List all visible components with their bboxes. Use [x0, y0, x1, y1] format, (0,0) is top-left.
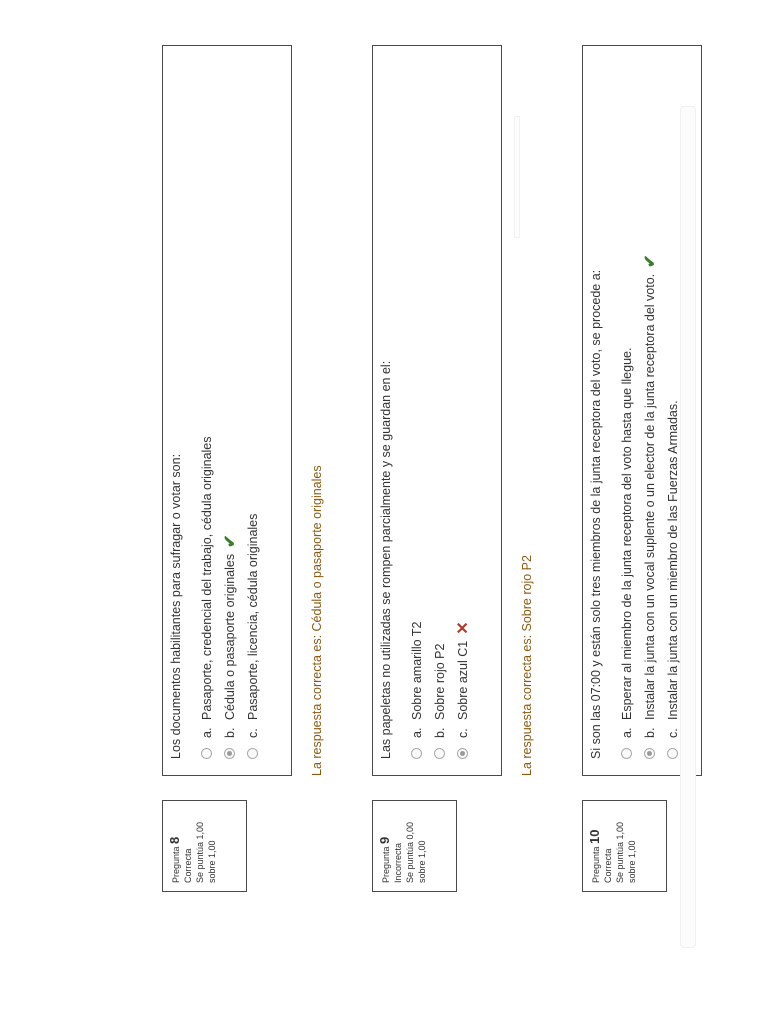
option-letter: b.	[642, 727, 657, 738]
cross-icon: ✕	[454, 621, 472, 635]
question-label: Pregunta	[171, 846, 181, 883]
correct-answer-feedback: La respuesta correcta es: Cédula o pasaporte originales	[310, 465, 324, 776]
option-text: Sobre azul C1	[455, 640, 470, 720]
option-letter: a.	[409, 727, 424, 738]
radio-button[interactable]	[434, 748, 445, 759]
question-8	[162, 0, 402, 1024]
option-text: Pasaporte, licencia, cédula originales	[245, 513, 260, 720]
question-grade-max: sobre 1,00	[417, 840, 427, 883]
question-grade: Se puntúa 0,00	[405, 821, 415, 883]
question-number: 10	[587, 829, 602, 844]
faded-overlay-tab	[514, 116, 520, 238]
option-text: Instalar la junta con un vocal suplente o un elector de la junta receptora del voto.	[642, 273, 657, 720]
question-info	[372, 800, 457, 892]
radio-button-selected[interactable]	[644, 748, 655, 759]
question-grade-max: sobre 1,00	[627, 840, 637, 883]
question-10	[582, 0, 768, 1024]
check-icon: ✔	[641, 254, 659, 268]
option-letter: b.	[432, 727, 447, 738]
question-text: Si son las 07:00 y están solo tres miembros de la junta receptora del voto, se procede a:	[589, 269, 603, 759]
option-letter: c.	[455, 728, 470, 738]
question-content	[162, 45, 292, 776]
answer-option[interactable]	[241, 436, 264, 759]
question-grade: Se puntúa 1,00	[615, 821, 625, 883]
option-letter: a.	[619, 727, 634, 738]
option-letter: c.	[245, 728, 260, 738]
answer-option[interactable]	[195, 436, 218, 759]
option-text: Esperar al miembro de la junta receptora del voto hasta que llegue.	[619, 347, 634, 720]
option-letter: b.	[222, 727, 237, 738]
question-text: Los documentos habilitantes para sufragar o votar son:	[169, 453, 183, 759]
question-info	[162, 800, 247, 892]
question-state: Incorrecta	[393, 842, 403, 883]
question-label: Pregunta	[381, 846, 391, 883]
question-state: Correcta	[183, 848, 193, 883]
check-icon: ✔	[221, 534, 239, 548]
option-text: Instalar la junta con un miembro de las Fuerzas Armadas.	[665, 400, 680, 720]
answer-list	[405, 621, 474, 759]
answer-option[interactable]	[428, 621, 451, 759]
option-letter: a.	[199, 727, 214, 738]
radio-button[interactable]	[247, 748, 258, 759]
radio-button[interactable]	[667, 748, 678, 759]
option-letter: c.	[665, 728, 680, 738]
answer-option[interactable]	[615, 254, 638, 759]
radio-button-selected[interactable]	[224, 748, 235, 759]
question-label: Pregunta	[591, 846, 601, 883]
question-state: Correcta	[603, 848, 613, 883]
correct-answer-feedback: La respuesta correcta es: Sobre rojo P2	[520, 555, 534, 776]
option-text: Pasaporte, credencial del trabajo, cédula originales	[199, 436, 214, 720]
question-number: 9	[377, 836, 392, 844]
question-text: Las papeletas no utilizadas se rompen parcialmente y se guardan en el:	[379, 360, 393, 759]
answer-option[interactable]	[405, 621, 428, 759]
faded-scroll-panel	[680, 106, 696, 948]
question-9	[372, 0, 612, 1024]
question-number: 8	[167, 836, 182, 844]
answer-option[interactable]	[451, 621, 474, 759]
answer-list	[195, 436, 264, 759]
question-grade-max: sobre 1,00	[207, 840, 217, 883]
question-info	[582, 800, 667, 892]
option-text: Cédula o pasaporte originales	[222, 553, 237, 720]
answer-option[interactable]	[218, 436, 241, 759]
radio-button-selected[interactable]	[457, 748, 468, 759]
answer-option[interactable]	[638, 254, 661, 759]
question-content	[372, 45, 502, 776]
radio-button[interactable]	[201, 748, 212, 759]
option-text: Sobre rojo P2	[432, 643, 447, 720]
option-text: Sobre amarillo T2	[409, 621, 424, 720]
question-grade: Se puntúa 1,00	[195, 821, 205, 883]
radio-button[interactable]	[411, 748, 422, 759]
radio-button[interactable]	[621, 748, 632, 759]
